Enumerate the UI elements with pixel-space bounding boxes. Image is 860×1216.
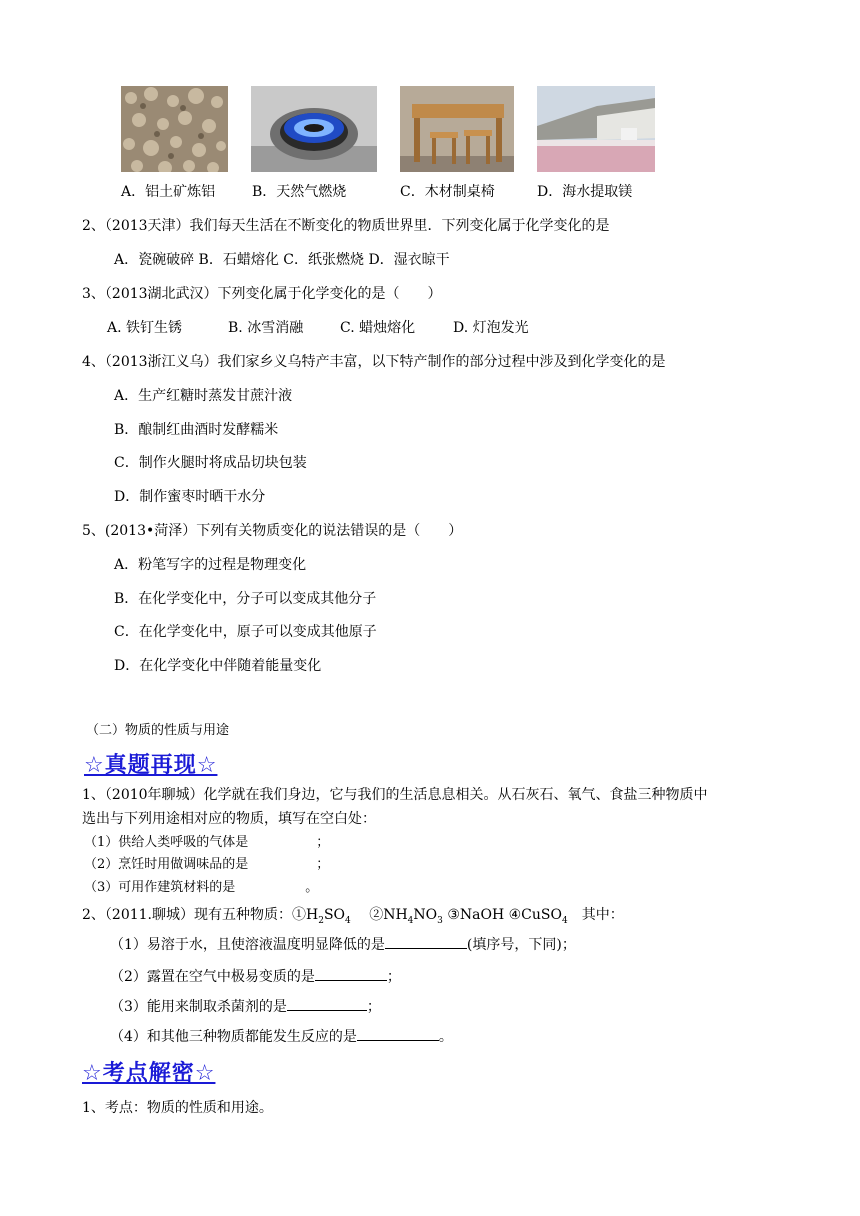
problem-1-item-3: （3）可用作建筑材料的是 。 [84,880,319,895]
problem-2-item-4: （4）和其他三种物质都能发生反应的是 。 [110,1026,453,1046]
heading-zhenti: ☆真题再现☆ [84,753,218,778]
bauxite-photo [121,86,228,172]
problem-1-item-1: （1）供给人类呼吸的气体是 ； [84,835,330,850]
question-4-option-b: B．酿制红曲酒时发酵糯米 [114,422,279,438]
question-3-option-c: C. 蜡烛熔化 [340,320,416,336]
question-4-option-a: A．生产红糖时蒸发甘蔗汁液 [114,388,293,404]
problem-2-item-1: （1）易溶于水，且使溶液温度明显降低的是 (填序号，下同)； [110,934,576,954]
question-5-stem: 5、(2013•菏泽）下列有关物质变化的说法错误的是（ ） [82,523,463,539]
problem-2-stem: 2、（2011.聊城）现有五种物质：$①H_2SO_4$ $②NH_4NO_3$ ③NaOH ④CuSO$_4$ 其中： [82,907,624,926]
problem-2-item-3: （3）能用来制取杀菌剂的是 ； [110,996,381,1016]
gas-stove-photo [251,86,377,172]
question-5-option-c: C．在化学变化中，原子可以变成其他原子 [114,624,377,640]
question-4-option-d: D．制作蜜枣时晒干水分 [114,489,266,505]
desk-chair-photo [400,86,514,172]
answer-blank[interactable] [287,996,367,1011]
question-2-options: A．瓷碗破碎 B．石蜡熔化 C．纸张燃烧 D．湿衣晾干 [114,252,450,268]
question-3-option-d: D. 灯泡发光 [453,320,529,336]
problem-1-line1: 1、（2010年聊城）化学就在我们身边，它与我们的生活息息相关。从石灰石、氧气、食盐三种物质中 [82,787,708,803]
question-2-stem: 2、（2013天津）我们每天生活在不断变化的物质世界里．下列变化属于化学变化的是 [82,218,610,234]
problem-2-item-2: （2）露置在空气中极易变质的是 ； [110,966,401,986]
section-title: （二）物质的性质与用途 [86,723,230,738]
answer-blank[interactable] [315,966,387,981]
question-5-option-b: B．在化学变化中，分子可以变成其他分子 [114,591,377,607]
salt-field-photo [537,86,655,172]
image-caption-c: C．木材制桌椅 [400,184,495,200]
question-3-stem: 3、（2013湖北武汉）下列变化属于化学变化的是（ ） [82,286,442,302]
question-4-option-c: C．制作火腿时将成品切块包装 [114,455,307,471]
heading-kaodian: ☆考点解密☆ [82,1061,216,1086]
answer-blank[interactable] [385,934,467,949]
image-caption-d: D．海水提取镁 [537,184,633,200]
kaodian-text: 1、考点：物质的性质和用途。 [82,1100,273,1116]
question-5-option-a: A．粉笔写字的过程是物理变化 [114,557,307,573]
question-3-option-a: A. 铁钉生锈 [107,320,183,336]
problem-1-line2: 选出与下列用途相对应的物质，填写在空白处： [82,811,376,827]
image-caption-a: A．铝土矿炼铝 [121,184,216,200]
question-5-option-d: D．在化学变化中伴随着能量变化 [114,658,322,674]
problem-1-item-2: （2）烹饪时用做调味品的是 ； [84,857,330,872]
question-3-option-b: B. 冰雪消融 [228,320,304,336]
answer-blank[interactable] [357,1026,439,1041]
question-4-stem: 4、（2013浙江义乌）我们家乡义乌特产丰富，以下特产制作的部分过程中涉及到化学变化的是 [82,354,666,370]
image-caption-b: B．天然气燃烧 [252,184,347,200]
